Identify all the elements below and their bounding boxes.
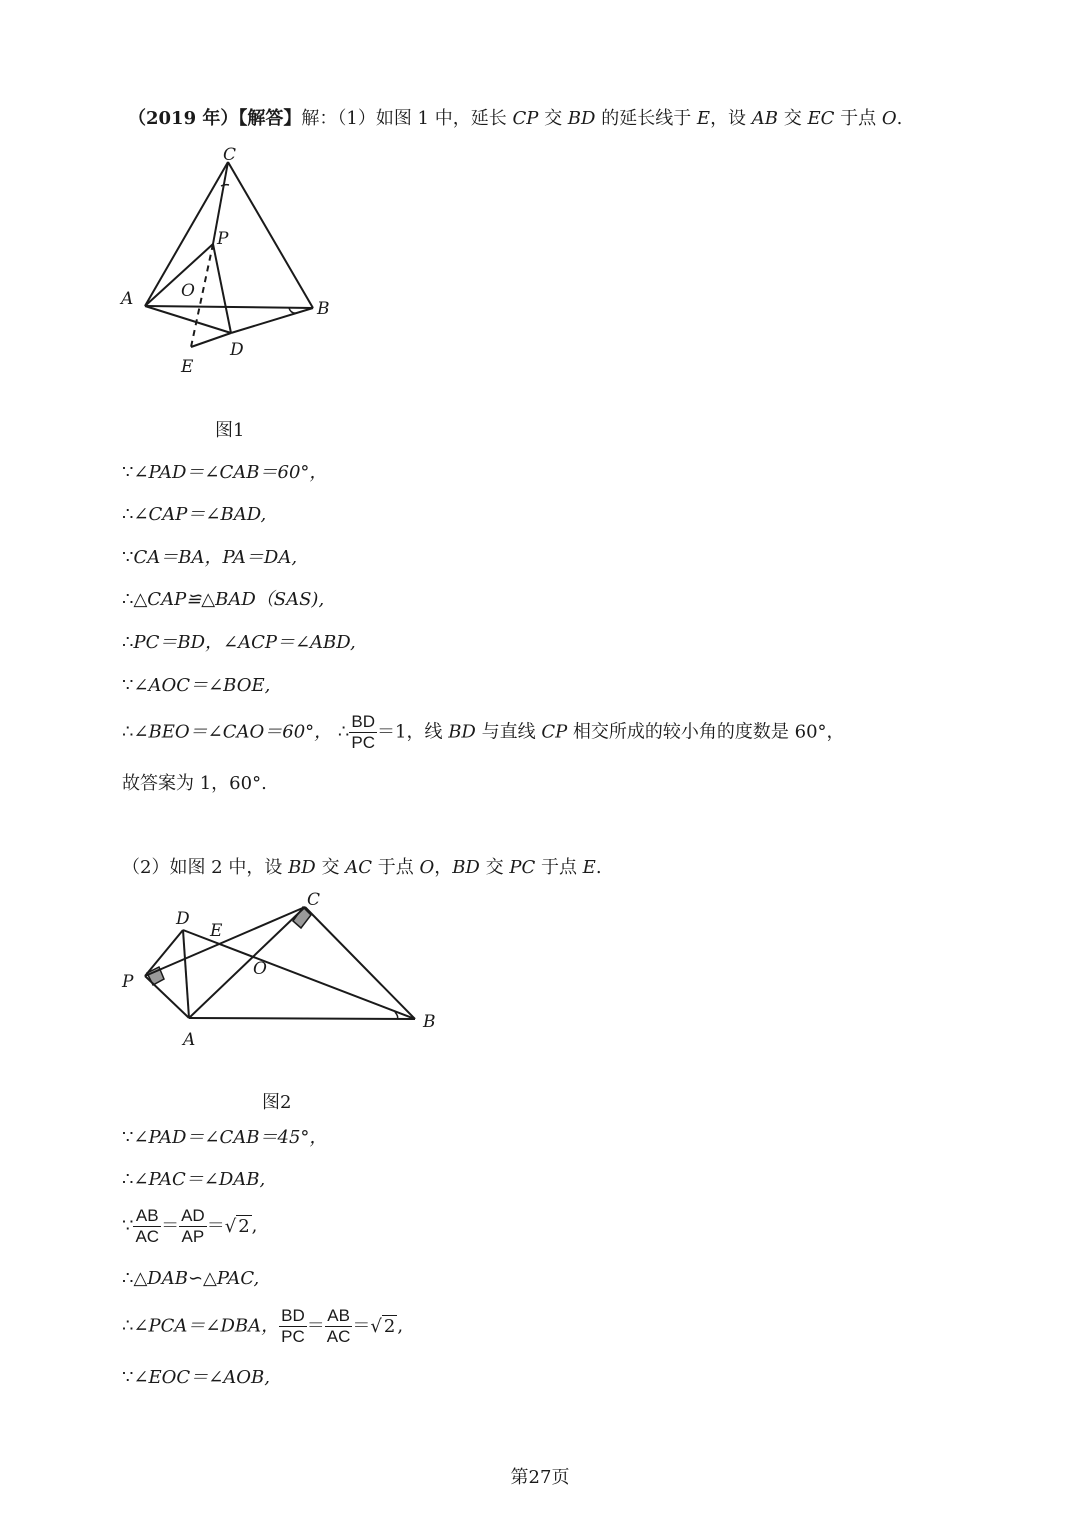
figure-1-caption: 图1 [215, 420, 245, 441]
fig2-label-p: P [122, 972, 134, 992]
year-label: （2019 年） [128, 108, 239, 129]
fig2-label-d: D [176, 909, 190, 929]
p1-line-6: ∵∠AOC＝∠BOE, [122, 675, 271, 696]
sqrt-two: √ 2 [224, 1215, 250, 1237]
solution-heading: （2019 年）【解答】解：（1）如图 1 中，延长 CP 交 BD 的延长线于 E，设 AB 交 EC 于点 O. [128, 108, 903, 129]
fig2-label-a: A [183, 1030, 196, 1050]
fig1-segment-de [191, 333, 231, 347]
fig2-segment-db [183, 930, 415, 1019]
fig2-segment-ac [189, 907, 305, 1018]
p1-line-1: ∵∠PAD＝∠CAB＝60°， [122, 462, 328, 483]
fig2-segment-pc [145, 907, 305, 976]
p2-line-2: ∴∠PAC＝∠DAB, [122, 1169, 266, 1190]
fraction-ad-ap: $\frac{AD}{AP}$ [181, 1206, 205, 1246]
fig1-label-b: B [317, 299, 330, 319]
fraction-ab-ac: $\frac{AB}{AC}$ [135, 1206, 160, 1246]
fraction-ab-ac-2: $\frac{AB}{AC}$ [326, 1306, 351, 1346]
p2-line-6: ∵∠EOC＝∠AOB, [122, 1367, 270, 1388]
fig2-segment-da [183, 930, 189, 1018]
fraction-bd-pc-2: $\frac{BD}{PC}$ [281, 1306, 305, 1346]
sqrt-two-2: √ 2 [370, 1315, 396, 1337]
p2-intro: （2）如图 2 中，设 BD 交 AC 于点 O，BD 交 PC 于点 E. [122, 857, 602, 878]
figure-1 [115, 140, 355, 380]
p1-line-5: ∴PC＝BD，∠ACP＝∠ABD, [122, 632, 356, 653]
fig1-label-e: E [181, 357, 194, 377]
fig2-segment-cb [305, 907, 415, 1019]
fig1-segment-ad [145, 306, 231, 333]
fig1-label-a: A [121, 289, 134, 309]
p1-line-3: ∵CA＝BA，PA＝DA, [122, 547, 298, 568]
p1-line-4: ∴△CAP≌△BAD（SAS), [122, 589, 325, 610]
p2-line-1: ∵∠PAD＝∠CAB＝45°， [122, 1127, 328, 1148]
fig2-label-c: C [307, 890, 321, 910]
fig1-angle-mark-c [221, 185, 229, 186]
p1-line-7: ∴∠BEO＝∠CAO＝60°， ∴ $\frac{BD}{PC}$ ＝1，线 BD 与直线 CP 相交所成的较小角的度数是 60°， [122, 712, 845, 752]
p1-line-2: ∴∠CAP＝∠BAD, [122, 504, 267, 525]
answer-tag: 【解答】 [238, 108, 302, 129]
fig1-segment-cb [228, 162, 313, 308]
fig2-label-b: B [423, 1012, 436, 1032]
p2-line-4: ∴△DAB∽△PAC, [122, 1268, 260, 1289]
fig2-label-e: E [210, 921, 223, 941]
fig1-label-d: D [230, 340, 244, 360]
fig1-label-p: P [217, 229, 229, 249]
fig1-segment-ap [145, 244, 213, 306]
figure-2-caption: 图2 [262, 1092, 292, 1113]
fig2-label-o: O [253, 959, 267, 979]
fig1-segment-ab [145, 306, 313, 308]
fraction-bd-pc: $\frac{BD}{PC}$ [351, 712, 375, 752]
fig1-label-o: O [181, 281, 195, 301]
p2-line-3: ∵ $\frac{AB}{AC}$ ＝ $\frac{AD}{AP}$ ＝√ 2 , [122, 1206, 258, 1246]
fig2-segment-pa [145, 976, 189, 1018]
p1-answer-line: 故答案为 1，60°. [122, 773, 267, 794]
fig1-segment-pd [213, 244, 231, 333]
fig1-label-c: C [223, 145, 237, 165]
page-number: 第27页 [510, 1467, 570, 1488]
fig2-segment-pd [145, 930, 183, 976]
figure-2 [115, 885, 445, 1055]
fig1-segment-bd [231, 308, 313, 333]
fig2-segment-ab [189, 1018, 415, 1019]
p2-line-5: ∴∠PCA＝∠DBA， $\frac{BD}{PC}$ ＝ $\frac{AB}{AC}$ ＝√ 2 , [122, 1306, 404, 1346]
